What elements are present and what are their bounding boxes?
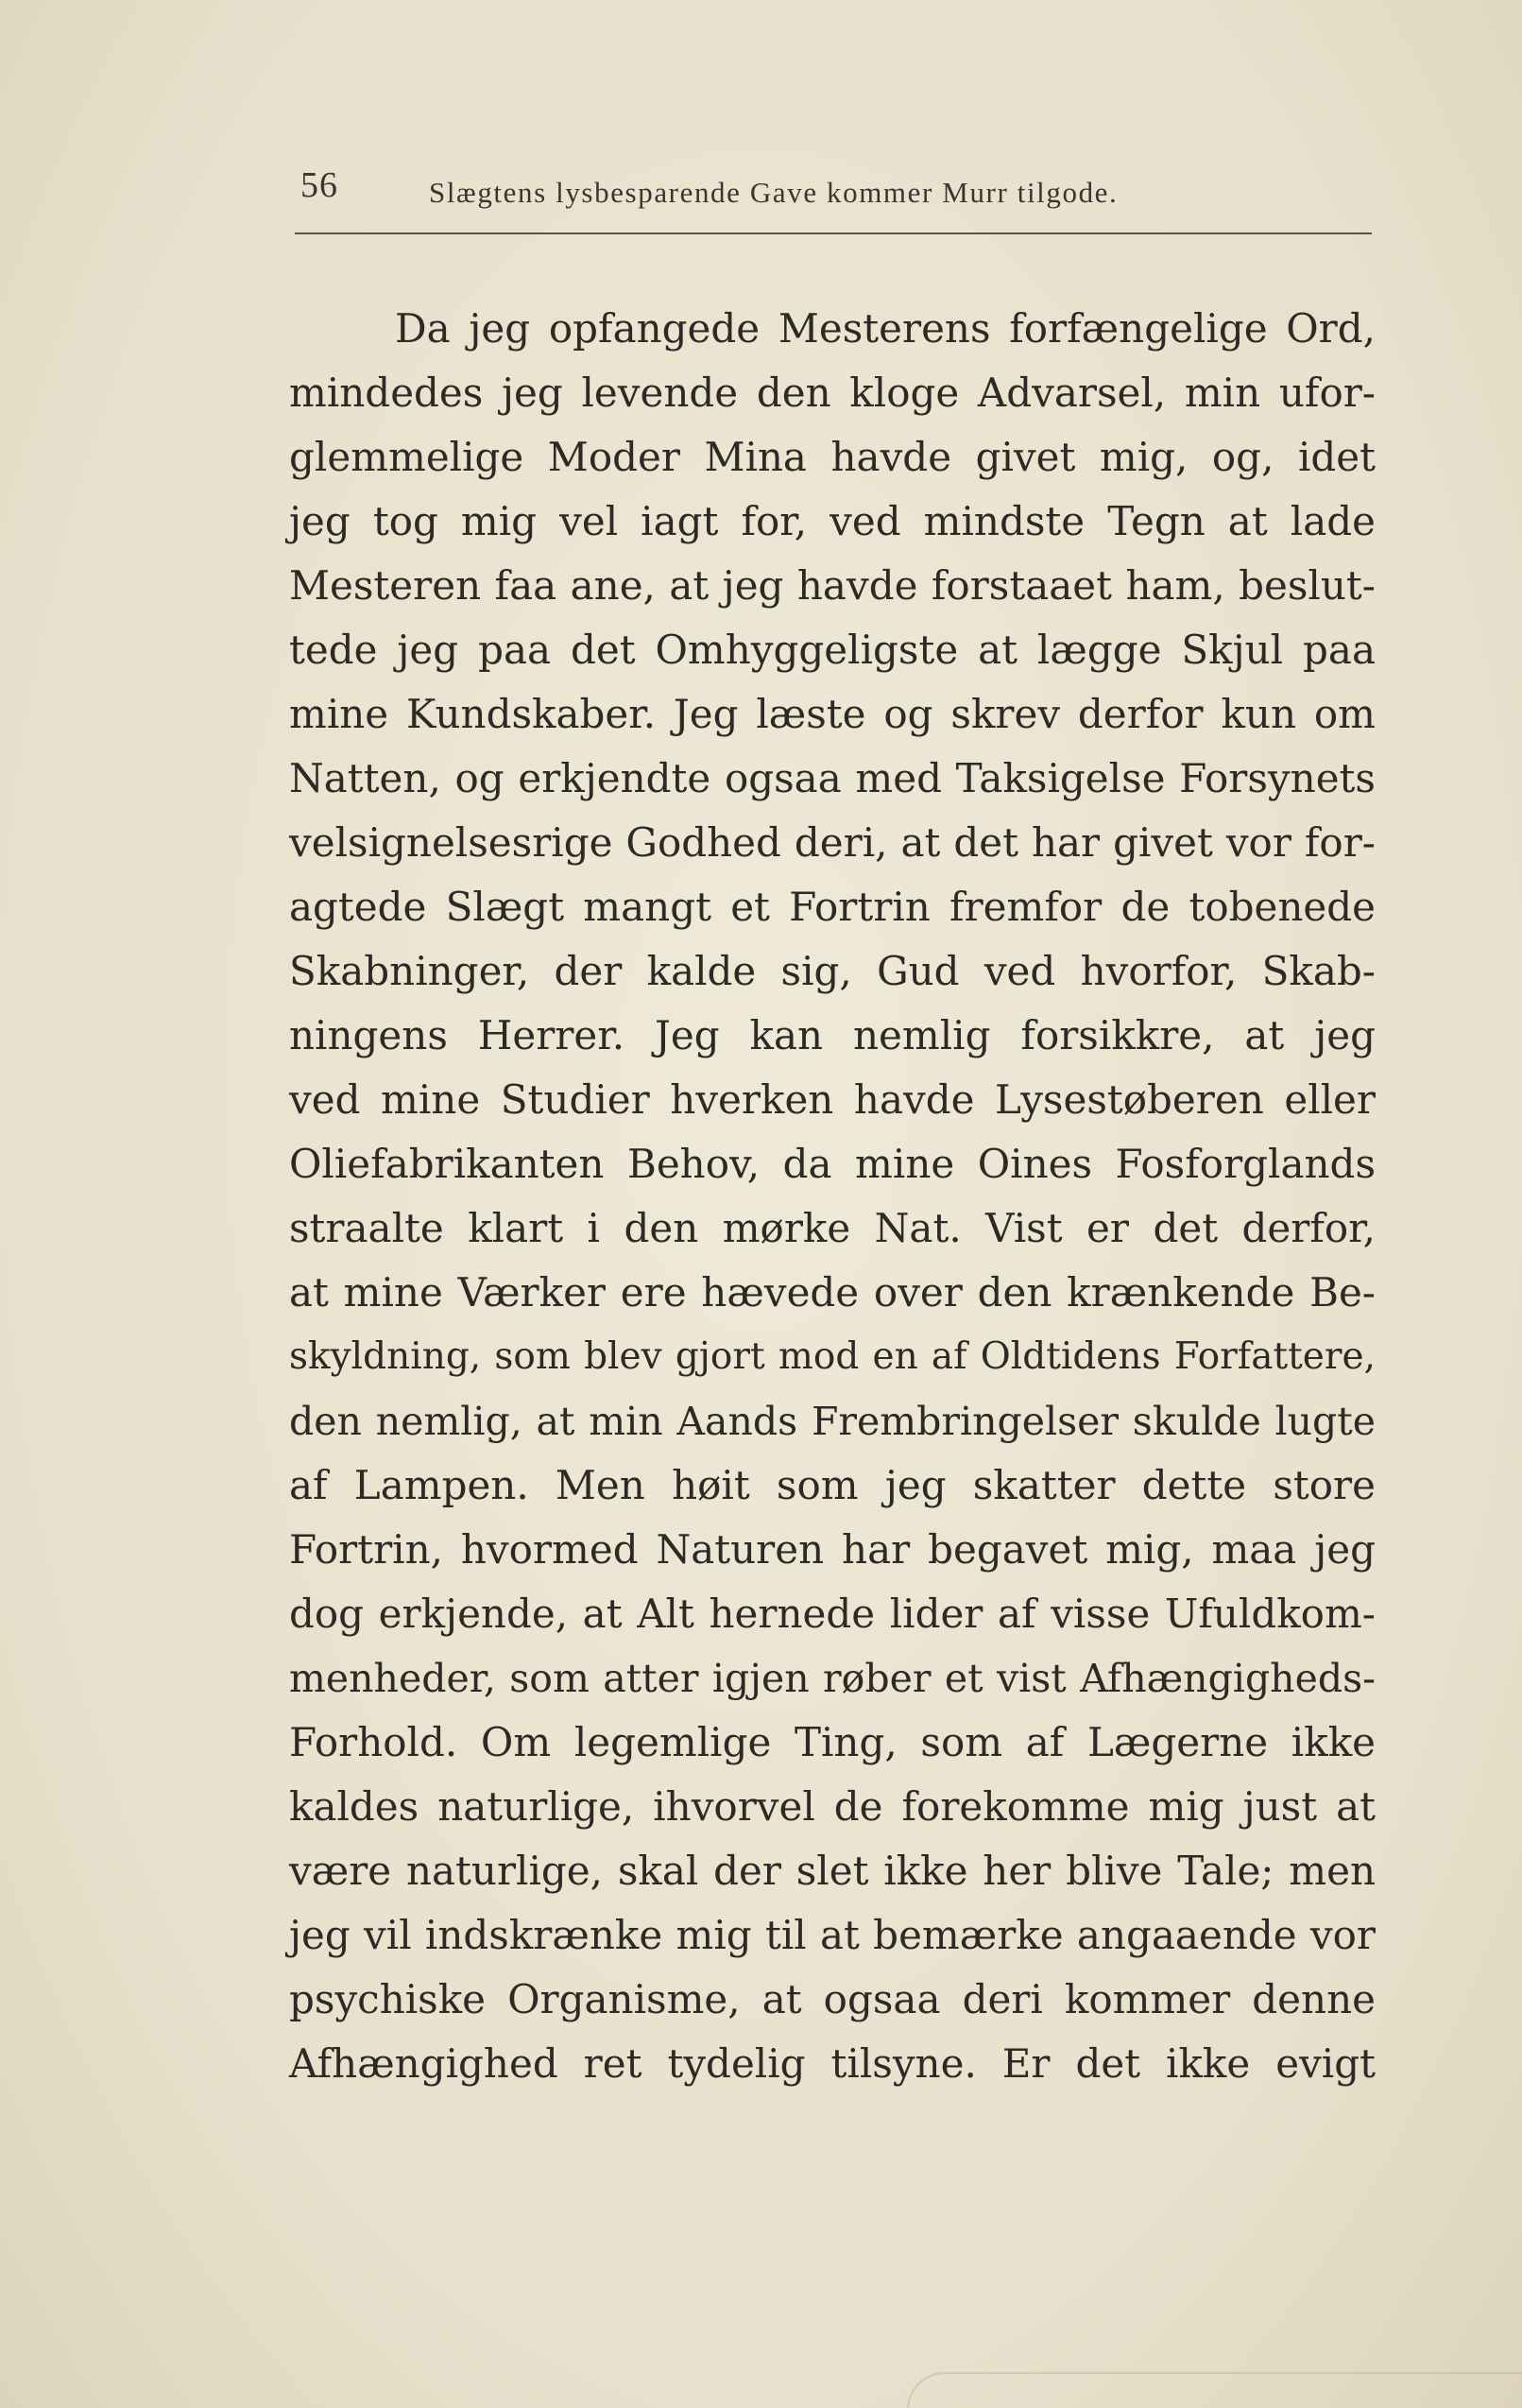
text-line: straalte klart i den mørke Nat. Vist er det derfor, [289, 1205, 1376, 1251]
text-line: menheder, som atter igjen røber et vist Afhængigheds- [289, 1656, 1376, 1701]
text-line: Fortrin, hvormed Naturen har begavet mig, maa jeg [289, 1526, 1376, 1573]
text-line: af Lampen. Men høit som jeg skatter dette store [289, 1462, 1376, 1508]
page-header [295, 159, 1372, 215]
text-line: Natten, og erkjendte ogsaa med Taksigelse Forsynets [289, 755, 1376, 801]
text-line: Afhængighed ret tydelig tilsyne. Er det ikke evigt [289, 2040, 1376, 2087]
page-edge-curl [907, 2372, 1522, 2408]
text-line: glemmelige Moder Mina havde givet mig, og, idet [289, 434, 1376, 480]
text-line: Forhold. Om legemlige Ting, som af Lægerne ikke [289, 1719, 1376, 1765]
text-line: psychiske Organisme, at ogsaa deri kommer denne [289, 1976, 1376, 2022]
text-line: være naturlige, skal der slet ikke her blive Tale; men [289, 1848, 1376, 1894]
text-line: skyldning, som blev gjort mod en af Oldtidens Forfattere, [289, 1335, 1376, 1378]
body-text [289, 301, 1376, 2153]
text-line: jeg tog mig vel iagt for, ved mindste Tegn at lade [289, 498, 1376, 544]
text-line: Da jeg opfangede Mesterens forfængelige Ord, [395, 305, 1376, 352]
text-line: at mine Værker ere hævede over den krænkende Be- [289, 1269, 1376, 1316]
text-line: ningens Herrer. Jeg kan nemlig forsikkre, at jeg [289, 1012, 1376, 1058]
text-line: kaldes naturlige, ihvorvel de forekomme mig just at [289, 1783, 1376, 1830]
running-head: Slægtens lysbesparende Gave kommer Murr tilgode. [429, 176, 1119, 209]
text-line: mindedes jeg levende den kloge Advarsel, min ufor- [289, 370, 1376, 416]
text-line: dog erkjende, at Alt hernede lider af visse Ufuldkom- [289, 1591, 1376, 1637]
text-line: mine Kundskaber. Jeg læste og skrev derfor kun om [289, 691, 1376, 737]
text-line: ved mine Studier hverken havde Lysestøberen eller [289, 1076, 1376, 1123]
text-line: den nemlig, at min Aands Frembringelser skulde lugte [289, 1399, 1376, 1444]
text-line: velsignelsesrige Godhed deri, at det har givet vor for- [289, 819, 1376, 866]
text-line: tede jeg paa det Omhyggeligste at lægge Skjul paa [289, 627, 1376, 673]
text-line: agtede Slægt mangt et Fortrin fremfor de tobenede [289, 884, 1376, 930]
text-line: Oliefabrikanten Behov, da mine Oines Fosforglands [289, 1141, 1376, 1187]
header-rule [295, 232, 1372, 234]
page-number: 56 [300, 165, 338, 205]
text-line: jeg vil indskrænke mig til at bemærke angaaende vor [289, 1912, 1376, 1958]
text-line: Mesteren faa ane, at jeg havde forstaaet ham, beslut- [289, 562, 1376, 609]
text-line: Skabninger, der kalde sig, Gud ved hvorfor, Skab- [289, 948, 1376, 994]
